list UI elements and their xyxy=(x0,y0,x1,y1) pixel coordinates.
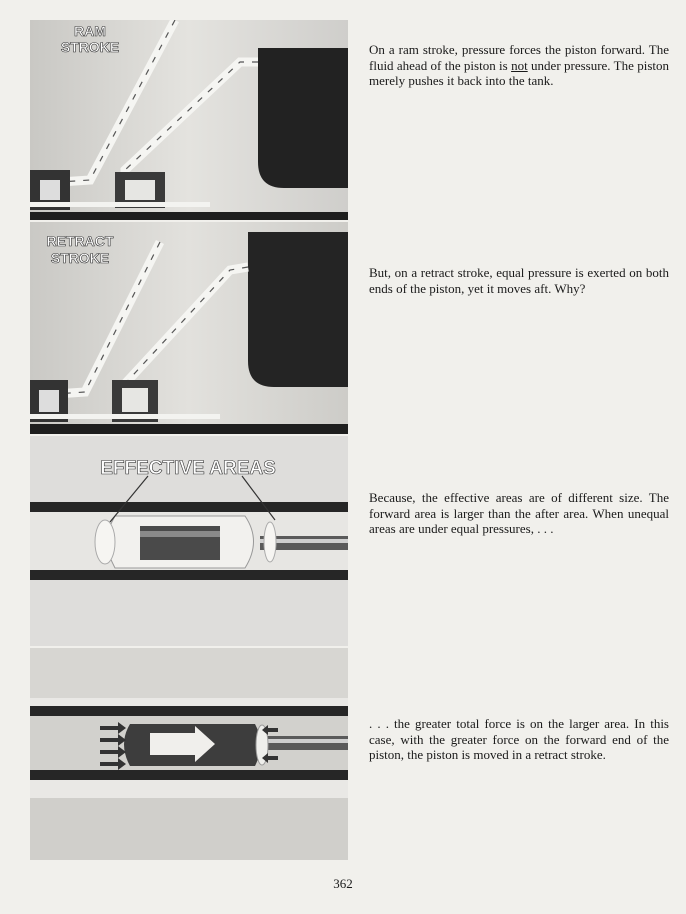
effective-areas-illustration xyxy=(30,436,348,646)
page-number: 362 xyxy=(333,876,353,891)
caption-greater-force: . . . the greater total force is on the larger area. In this case, with the greater force on the forward end of the piston, the piston is moved in a retract stroke. xyxy=(369,716,669,762)
retract-label-line1: RETRACT xyxy=(46,233,114,249)
caption-effective-areas: Because, the effective areas are of different size. The forward area is larger than the after area. When unequal areas are under equal pressures, . . . xyxy=(369,490,669,536)
caption-ram-stroke-emphasis: not xyxy=(511,57,528,73)
ram-stroke-illustration xyxy=(30,20,348,220)
ram-label-line1: RAM xyxy=(74,23,106,39)
effective-areas-label: EFFECTIVE AREAS xyxy=(100,458,276,479)
greater-force-illustration xyxy=(30,648,348,860)
caption-ram-stroke-part1: On a ram stroke, pressure forces the piston forward. The fluid ahead of the piston is xyxy=(369,42,669,73)
caption-ram-stroke-part2: under pressure. The piston merely pushes it back into the tank. xyxy=(369,57,669,88)
retract-stroke-illustration xyxy=(30,222,348,434)
reservoir-tank-retract xyxy=(248,232,348,387)
retract-label-line2: STROKE xyxy=(50,250,110,266)
ram-label-line2: STROKE xyxy=(60,39,120,55)
reservoir-tank xyxy=(258,48,348,188)
caption-retract-stroke: But, on a retract stroke, equal pressure is exerted on both ends of the piston, yet it moves aft. Why? xyxy=(369,265,669,296)
caption-ram-stroke xyxy=(369,42,669,89)
